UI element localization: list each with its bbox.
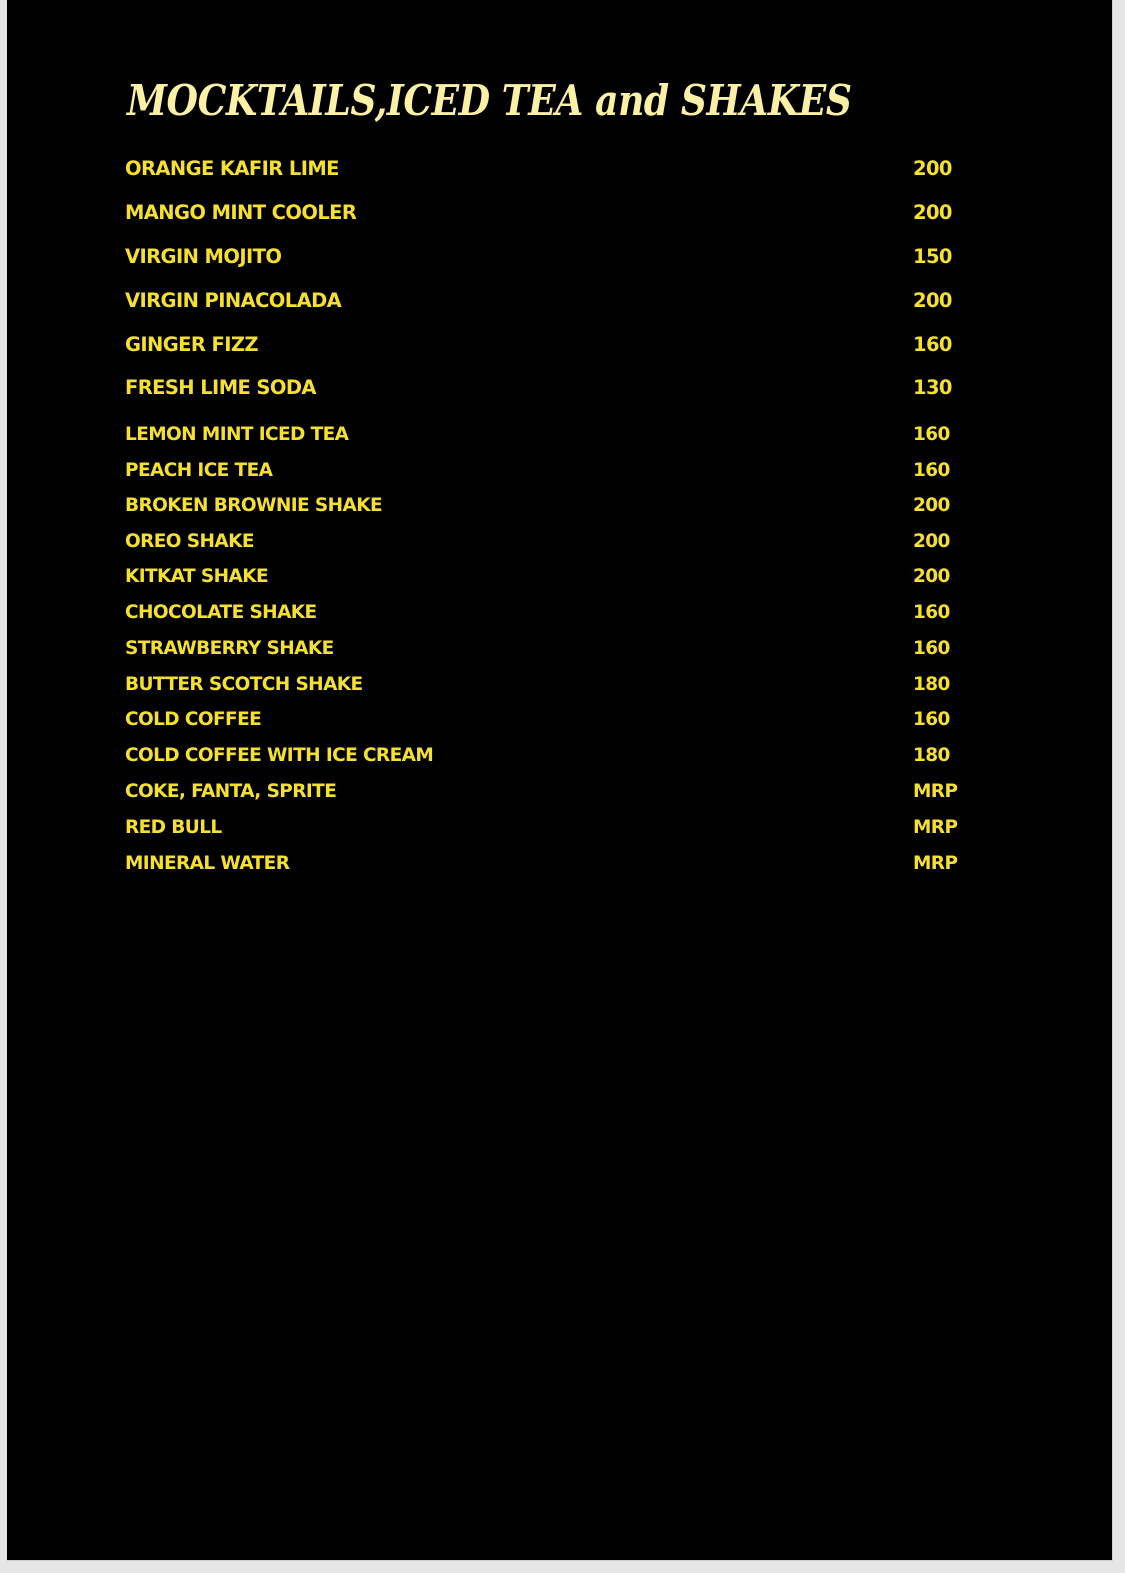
menu-item: [125, 376, 965, 406]
item-name: PEACH ICE TEA: [125, 460, 273, 481]
item-price: MRP: [913, 853, 958, 874]
menu-item: [125, 495, 965, 525]
menu-item: [125, 201, 965, 231]
menu-page: [7, 0, 1113, 1561]
menu-item: [125, 638, 965, 668]
item-name: MINERAL WATER: [125, 853, 290, 874]
item-price: 160: [913, 638, 950, 659]
item-name: FRESH LIME SODA: [125, 376, 316, 399]
item-name: VIRGIN PINACOLADA: [125, 289, 342, 312]
item-name: VIRGIN MOJITO: [125, 245, 282, 268]
item-name: ORANGE KAFIR LIME: [125, 157, 339, 180]
menu-title: MOCKTAILS,ICED TEA and SHAKES: [127, 76, 852, 125]
item-price: MRP: [913, 781, 958, 802]
menu-item: [125, 745, 965, 775]
item-price: 150: [913, 245, 952, 268]
menu-item: [125, 460, 965, 490]
menu-item: [125, 157, 965, 187]
item-price: 200: [913, 289, 952, 312]
item-name: RED BULL: [125, 817, 222, 838]
item-name: LEMON MINT ICED TEA: [125, 424, 349, 445]
menu-item: [125, 853, 965, 883]
item-price: 200: [913, 201, 952, 224]
menu-item: [125, 566, 965, 596]
item-price: 160: [913, 333, 952, 356]
item-name: BROKEN BROWNIE SHAKE: [125, 495, 382, 516]
menu-item: [125, 781, 965, 811]
menu-item: [125, 709, 965, 739]
menu-item: [125, 289, 965, 319]
item-name: KITKAT SHAKE: [125, 566, 269, 587]
menu-item: [125, 817, 965, 847]
item-name: OREO SHAKE: [125, 531, 254, 552]
menu-item: [125, 424, 965, 454]
menu-item: [125, 674, 965, 704]
item-name: COKE, FANTA, SPRITE: [125, 781, 337, 802]
item-price: 200: [913, 531, 950, 552]
item-price: 200: [913, 157, 952, 180]
item-name: COLD COFFEE: [125, 709, 262, 730]
menu-item: [125, 333, 965, 363]
item-price: 200: [913, 566, 950, 587]
item-price: 160: [913, 602, 950, 623]
item-price: 160: [913, 460, 950, 481]
menu-item: [125, 531, 965, 561]
item-price: 200: [913, 495, 950, 516]
item-price: 160: [913, 424, 950, 445]
item-price: 180: [913, 745, 950, 766]
item-price: 160: [913, 709, 950, 730]
item-name: CHOCOLATE SHAKE: [125, 602, 317, 623]
item-price: 130: [913, 376, 952, 399]
item-name: MANGO MINT COOLER: [125, 201, 357, 224]
item-name: COLD COFFEE WITH ICE CREAM: [125, 745, 434, 766]
menu-item: [125, 602, 965, 632]
item-name: GINGER FIZZ: [125, 333, 258, 356]
menu-item: [125, 245, 965, 275]
item-price: 180: [913, 674, 950, 695]
item-name: BUTTER SCOTCH SHAKE: [125, 674, 363, 695]
item-price: MRP: [913, 817, 958, 838]
item-name: STRAWBERRY SHAKE: [125, 638, 334, 659]
